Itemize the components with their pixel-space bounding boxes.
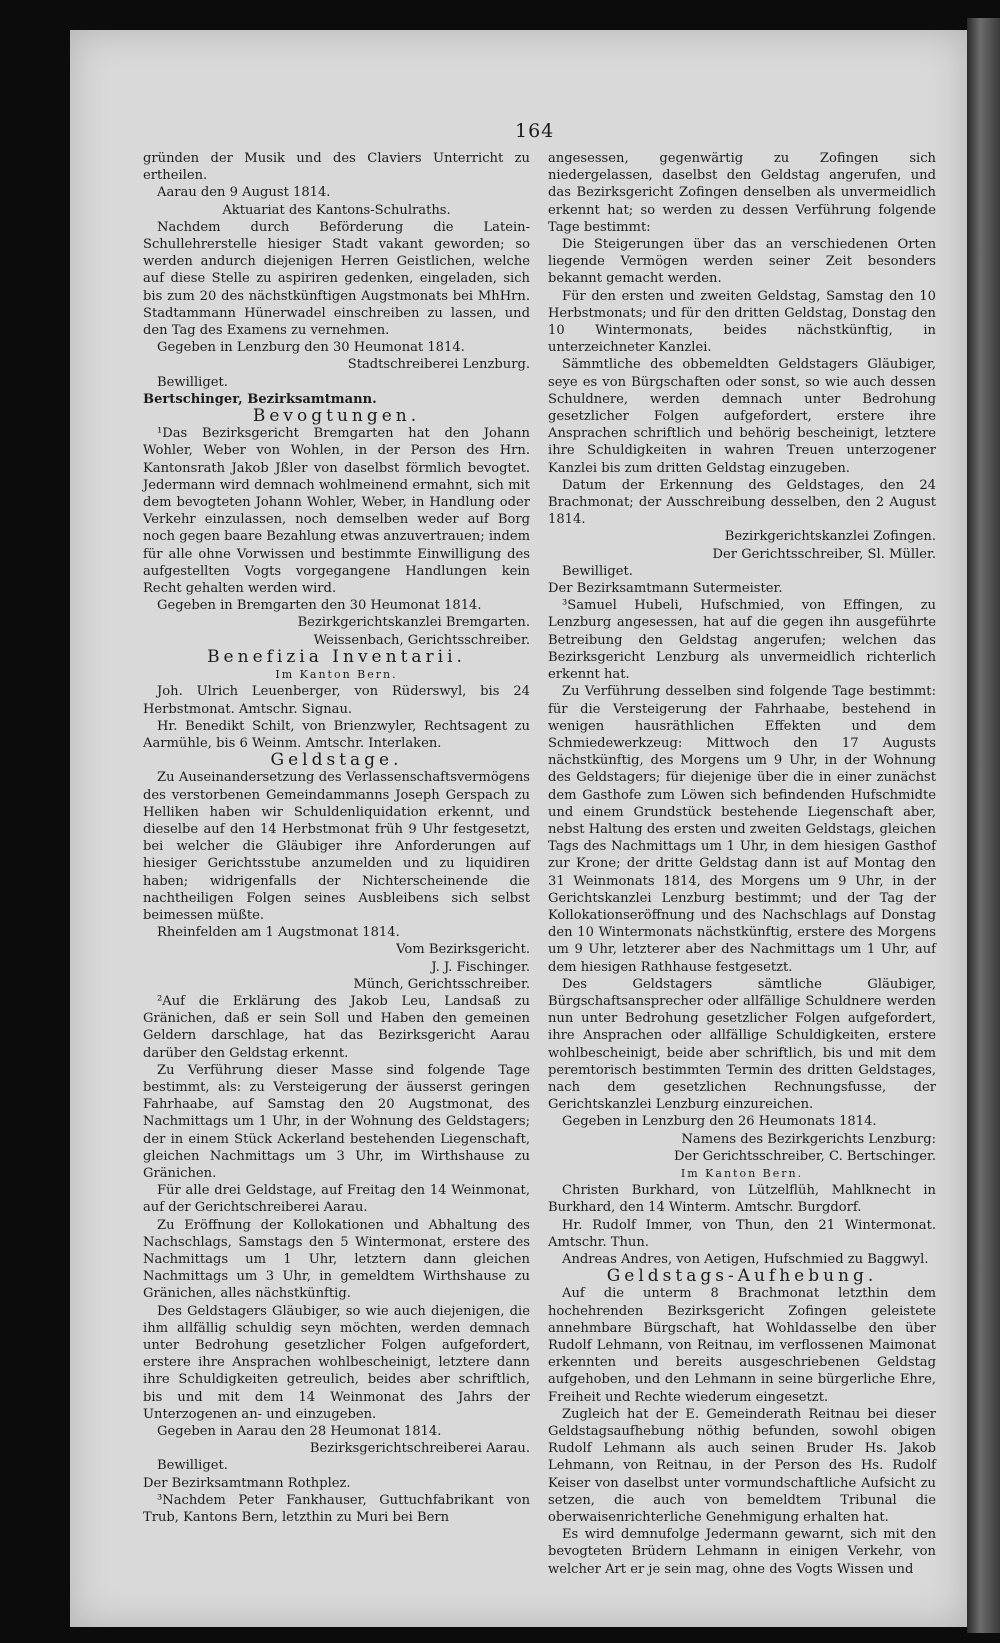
text-paragraph: Aktuariat des Kantons-Schulraths.	[222, 202, 451, 218]
text-paragraph: Hr. Rudolf Immer, von Thun, den 21 Wintermonat. Amtschr. Thun.	[548, 1217, 936, 1250]
signature-line: Bezirksgerichtschreiberei Aarau.	[309, 1441, 530, 1457]
signature-line: J. J. Fischinger.	[431, 959, 530, 975]
text-paragraph: Sämmtliche des obbemeldten Geldstagers Gläubiger, seye es von Bürgschaften oder sonst, so wie auch dessen Schuldnere, werden demnach unter Bedrohung gesetzlicher Folgen aufgefordert, erstere ihre Ansprachen schriftlich und behörig bescheinigt, letztere ihre Schuldigkeiten in wahren Treuen unterzogener Kanzlei bis zum dritten Geldstag einzugeben.	[548, 357, 936, 476]
text-paragraph: Bewilliget.	[562, 563, 633, 579]
left-column	[143, 150, 530, 1526]
signature-line: Bezirkgerichtskanzlei Zofingen.	[724, 529, 936, 545]
right-column	[548, 150, 936, 1578]
signature-line: Stadtschreiberei Lenzburg.	[347, 357, 530, 373]
text-paragraph: ²Auf die Erklärung des Jakob Leu, Landsaß zu Gränichen, daß er sein Soll und Haben den gemeinen Geldern darschlage, hat das Bezirksgericht Aarau darüber den Geldstag erkennt.	[143, 993, 530, 1061]
text-paragraph: Für den ersten und zweiten Geldstag, Samstag den 10 Herbstmonats; und für den dritten Geldstag, Donstag den 10 Wintermonats, beides nächstkünftig, in unterzeichneter Kanzlei.	[548, 288, 936, 356]
text-paragraph: Nachdem durch Beförderung die Latein-Schullehrerstelle hiesiger Stadt vakant geworden; so werden andurch diejenigen Herren Geistlichen, welche auf diese Stelle zu aspiriren gedenken, eingeladen, sich bis zum 20 des nächstkünftigen Augstmonats bei MhHrn. Stadtammann Hünerwadel einschreiben zu lassen, und den Tag des Examens zu vernehmen.	[143, 219, 530, 339]
text-paragraph: Zugleich hat der E. Gemeinderath Reitnau bei dieser Geldstagsaufhebung nöthig befunden, sowohl obigen Rudolf Lehmann als auch seinen Bruder Hs. Jakob Lehmann, von Reitnau, in der Person des Hs. Rudolf Keiser von daselbst unter vormundschaftliche Aufsicht zu setzen, die auch von bemeldtem Tribunal die oberwaisenrichterliche Genehmigung erhalten hat.	[548, 1406, 936, 1526]
signature-line: Vom Bezirksgericht.	[396, 942, 530, 958]
text-paragraph: Zu Verführung desselben sind folgende Tage bestimmt: für die Versteigerung der Fahrhaabe, bestehend in wenigen hausräthlichen Effekten und dem Schmiedewerkzeug: Mittwoch den 17 Augusts nächstkünftig, des Morgens um 9 Uhr, in der Wohnung des Geldstagers; für diejenige über die in einer zunächst dem Gasthofe zum Löwen sich befindenden Hufschmidte und einem Grundstück bestehende Liegenschaft aber, nebst Haltung des ersten und zweiten Geldstags, gleichen Tags des Nachmittags um 1 Uhr, in dem hiesigen Gasthof zur Krone; der dritte Geldstag dann ist auf Montag den 31 Weinmonats 1814, des Morgens um 9 Uhr, in der Gerichtskanzlei Lenzburg bestimmt; und der Tag der Kollokationseröffnung und des Nachschlags auf Donstag den 10 Wintermonats nächstkünftig, erstere des Morgens um 9 Uhr, letzterer aber des Nachmittags um 1 Uhr, auf dem hiesigen Rathhause festgesetzt.	[548, 684, 936, 975]
text-paragraph: Gegeben in Lenzburg den 30 Heumonat 1814.	[157, 340, 465, 356]
text-paragraph: Zu Auseinandersetzung des Verlassenschaftsvermögens des verstorbenen Gemeindammanns Joseph Gerspach zu Helliken haben wir Schuldenliquidation erkennt, und dieselbe auf den 14 Herbstmonat früh 9 Uhr festgesetzt, bei welcher die Gläubiger ihre Anforderungen auf hiesiger Gerichtsstube anzumelden und zu liquidiren haben; widrigenfalls der Nichterscheinende die nachtheiligen Folgen seines Ausbleibens sich selbst beimessen müßte.	[143, 770, 530, 923]
signature-line: Der Gerichtsschreiber, Sl. Müller.	[712, 546, 936, 562]
text-paragraph: Datum der Erkennung des Geldstages, den 24 Brachmonat; der Ausschreibung desselben, den 2 August 1814.	[548, 477, 936, 528]
text-paragraph: Bewilliget.	[157, 374, 228, 390]
section-heading: Geldstags-Aufhebung.	[606, 1266, 878, 1287]
signature-line: Bezirkgerichtskanzlei Bremgarten.	[297, 615, 530, 631]
text-paragraph: Gegeben in Aarau den 28 Heumonat 1814.	[157, 1424, 442, 1440]
text-paragraph: Bewilliget.	[157, 1458, 228, 1474]
page-number: 164	[515, 120, 555, 142]
signature-line: Namens des Bezirkgerichts Lenzburg:	[681, 1131, 936, 1147]
text-paragraph: Joh. Ulrich Leuenberger, von Rüderswyl, bis 24 Herbstmonat. Amtschr. Signau.	[143, 684, 530, 717]
text-paragraph: gründen der Musik und des Claviers Unterricht zu ertheilen.	[143, 151, 530, 184]
text-paragraph: Es wird demnufolge Jedermann gewarnt, sich mit den bevogteten Brüdern Lehmann in einigen Verkehr, von welcher Art er je sein mag, ohne des Vogts Wissen und	[548, 1527, 936, 1577]
adjacent-page-edge	[967, 18, 1000, 1633]
text-paragraph: Im Kanton Bern.	[275, 668, 398, 682]
signature-line: Weissenbach, Gerichtsschreiber.	[313, 632, 530, 648]
text-paragraph: Im Kanton Bern.	[680, 1166, 804, 1180]
text-paragraph: Der Bezirksamtmann Rothplez.	[143, 1475, 351, 1491]
text-paragraph: Zu Eröffnung der Kollokationen und Abhaltung des Nachschlags, Samstags den 5 Wintermonat, erstere des Nachmittags um 1 Uhr, letztern dann gleichen Nachmittags um 3 Uhr, in gemeldtem Wirthshause zu Gränichen, alles nächstkünftig.	[143, 1217, 530, 1302]
section-heading: Geldstage.	[270, 750, 403, 771]
text-paragraph: Zu Verführung dieser Masse sind folgende Tage bestimmt, als: zu Versteigerung der äusserst geringen Fahrhaabe, auf Samstag den 20 Augstmonat, des Nachmittags um 1 Uhr, in der Wohnung des Geldstagers; der in einem Stück Ackerland bestehenden Liegenschaft, gleichen Nachmittags um 3 Uhr, im Wirthshause zu Gränichen.	[143, 1062, 530, 1181]
text-paragraph: Des Geldstagers sämtliche Gläubiger, Bürgschaftsansprecher oder allfällige Schuldnere werden nun unter Bedrohung gesetzlicher Folgen aufgefordert, ihre Ansprachen oder allfällige Schuldigkeiten, erstere wohlbescheinigt, beide aber schriftlich, bis und mit dem peremtorisch bestimmten Termin des dritten Geldstages, nach dem gesetzlichen Rechnungsfusse, der Gerichtskanzlei Lenzburg einzureichen.	[548, 976, 936, 1113]
text-paragraph: Hr. Benedikt Schilt, von Brienzwyler, Rechtsagent zu Aarmühle, bis 6 Weinm. Amtschr. Interlaken.	[143, 718, 530, 751]
text-paragraph: Gegeben in Bremgarten den 30 Heumonat 1814.	[157, 598, 482, 614]
section-heading: Bevogtungen.	[252, 406, 421, 427]
text-paragraph: Rheinfelden am 1 Augstmonat 1814.	[157, 925, 400, 941]
text-paragraph: ³Nachdem Peter Fankhauser, Guttuchfabrikant von Trub, Kantons Bern, letzthin zu Muri bei Bern	[143, 1492, 530, 1526]
signature-line: Münch, Gerichtsschreiber.	[353, 976, 530, 992]
text-paragraph: Für alle drei Geldstage, auf Freitag den 14 Weinmonat, auf der Gerichtschreiberei Aarau.	[143, 1183, 530, 1216]
text-paragraph: angesessen, gegenwärtig zu Zofingen sich niedergelassen, daselbst den Geldstag angerufen, und das Bezirksgericht Zofingen denselben als unvermeidlich erkennt hat; so werden zu dessen Verführung folgende Tage bestimmt:	[548, 151, 936, 235]
signature-line: Der Gerichtsschreiber, C. Bertschinger.	[673, 1148, 936, 1164]
text-paragraph: Gegeben in Lenzburg den 26 Heumonats 1814.	[562, 1114, 877, 1130]
text-paragraph: Andreas Andres, von Aetigen, Hufschmied zu Baggwyl.	[562, 1252, 929, 1267]
text-paragraph: ³Samuel Hubeli, Hufschmied, von Effingen, zu Lenzburg angesessen, hat auf die gegen ihn ausgeführte Betreibung den Geldstag angerufen; welchen das Bezirksgericht Lenzburg als unvermeidlich richterlich erkennt hat.	[548, 598, 936, 683]
text-paragraph: Bertschinger, Bezirksamtmann.	[143, 391, 377, 407]
text-paragraph: Aarau den 9 August 1814.	[157, 185, 331, 201]
text-paragraph: ¹Das Bezirksgericht Bremgarten hat den Johann Wohler, Weber von Wohlen, in der Person des Hrn. Kantonsrath Jakob Jßler von daselbst förmlich bevogtet. Jedermann wird demnach wohlmeinend ermahnt, sich mit dem bevogteten Johann Wohler, Weber, in Handlung oder Verkehr einzulassen, noch demselben weder auf Borg noch gegen baare Bezahlung etwas anzuvertrauen; indem für alle ohne Vorwissen und bestimmte Einwilligung des aufgestellten Vogts vorgegangene Handlungen kein Recht gehalten werden wird.	[143, 426, 530, 597]
text-paragraph: Des Geldstagers Gläubiger, so wie auch diejenigen, die ihm allfällig schuldig seyn möchten, werden demnach unter Bedrohung gesetzlicher Folgen aufgefordert, erstere ihre Ansprachen wohlbescheinigt, letztere dann ihre Schuldigkeiten getreulich, beides aber schriftlich, bis und mit dem 14 Weinmonat des Jahrs der Unterzogenen an- und einzugeben.	[143, 1303, 530, 1422]
text-paragraph: Christen Burkhard, von Lützelflüh, Mahlknecht in Burkhard, den 14 Winterm. Amtschr. Burgdorf.	[548, 1183, 936, 1216]
text-paragraph: Der Bezirksamtmann Sutermeister.	[548, 581, 783, 597]
section-heading: Benefizia Inventarii.	[207, 646, 466, 667]
text-paragraph: Die Steigerungen über das an verschiedenen Orten liegende Vermögen werden seiner Zeit besonders bekannt gemacht werden.	[548, 237, 936, 287]
text-paragraph: Auf die unterm 8 Brachmonat letzthin dem hochehrenden Bezirksgericht Zofingen geleistete annehmbare Bürgschaft, hat Wohldasselbe den über Rudolf Lehmann, von Reitnau, im verflossenen Maimonat erkennten und bereits ausgeschriebenen Geldstag aufgehoben, und den Lehmann in seine bürgerliche Ehre, Freiheit und Rechte wiederum eingesetzt.	[548, 1286, 936, 1405]
